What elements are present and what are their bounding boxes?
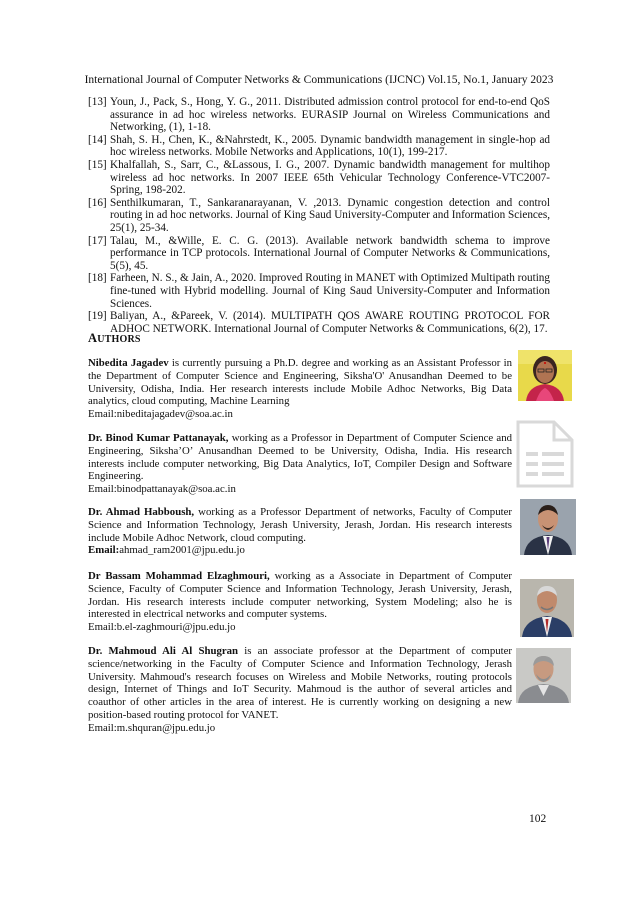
- author-description: is currently pursuing a Ph.D. degree and working as an Assistant Professor in the Department of Computer Science and Engineering, Siksha'O' Anusandhan Deemed to be University, Odisha, India. Her research interests include Mobile Adhoc Networks, Big Data analytics, cloud computing, Machine Learning: [88, 357, 512, 408]
- author-email-label: Email:: [88, 544, 120, 557]
- author-name: Dr. Mahmoud Ali Al Shugran: [88, 645, 239, 657]
- author-description: working as a Professor Department of networks, Faculty of Computer Science and Information Technology, Jerash University, Jerash, Jordan. His research interests include Mobile Adhoc Network, cloud computing.: [88, 506, 512, 544]
- reference-text: Shah, S. H., Chen, K., &Nahrstedt, K., 2005. Dynamic bandwidth management in single-hop ad hoc wireless networks. Mobile Networks and Applications, 10(1), 199-217.: [110, 133, 550, 159]
- reference-text: Talau, M., &Wille, E. C. G. (2013). Available network bandwidth schema to improve performance in TCP protocols. International Journal of Computer Networks & Communications, 5(5), 45.: [110, 234, 550, 272]
- author-photo-shugran: [516, 648, 571, 703]
- reference-text: Baliyan, A., &Pareek, V. (2014). MULTIPATH QOS AWARE ROUTING PROTOCOL FOR ADHOC NETWORK. International Journal of Computer Networks & Communications, 6(2), 17.: [110, 310, 550, 335]
- author-bio-shugran: [88, 645, 512, 735]
- reference-number: [18]: [88, 272, 107, 285]
- author-email: Email:m.shquran@jpu.edu.jo: [88, 721, 216, 734]
- reference-number: [13]: [88, 96, 107, 108]
- journal-header: International Journal of Computer Networks & Communications (IJCNC) Vol.15, No.1, January 2023: [84, 74, 554, 86]
- author-description: working as a Professor in Department of Computer Science and Engineering, Siksha’O’ Anusandhan Deemed to be University, Odisha, India. His research interests include computer networking, Big Data Analytics, IoT, Compiler Design and Software Engineering.: [88, 432, 512, 483]
- reference-text: Youn, J., Pack, S., Hong, Y. G., 2011. Distributed admission control protocol for end-to-end QoS assurance in ad hoc wireless networks. EURASIP Journal on Wireless Communications and Networking, (1), 1-18.: [110, 96, 550, 134]
- author-bio-text: [88, 506, 512, 544]
- reference-list: [88, 96, 550, 335]
- image-placeholder-icon: [514, 420, 576, 488]
- author-photo-elzaghmouri: [520, 579, 574, 637]
- author-email: [88, 544, 512, 557]
- reference-item: [88, 159, 550, 197]
- reference-number: [19]: [88, 310, 107, 323]
- reference-item: [88, 235, 550, 273]
- author-bio-habboush: [88, 506, 512, 557]
- author-name: Dr. Binod Kumar Pattanayak,: [88, 432, 229, 444]
- author-bio-text: [88, 357, 512, 408]
- author-bio-text: [88, 432, 512, 483]
- reference-item: [88, 134, 550, 159]
- author-description: is an associate professor at the Department of computer science/networking in the Faculty of Computer Science and Information Technology, Jerash University. Mahmoud's research focuses on Wireless and Mobile Networks, routing protocols design, Internet of Things and IoT Security. Mahmoud is the author of several articles and coauthor of other articles in the area of interest. He is currently working on designing a new position-based routing protocol for VANET.: [88, 645, 512, 721]
- author-bio-text: [88, 570, 512, 621]
- reference-number: [17]: [88, 234, 107, 247]
- author-photo-jagadev: [518, 350, 572, 401]
- authors-heading-initial: A: [88, 331, 98, 345]
- author-bio-elzaghmouri: [88, 570, 512, 634]
- author-bio-jagadev: [88, 357, 512, 421]
- reference-item: [88, 96, 550, 134]
- reference-number: [14]: [88, 133, 107, 146]
- author-description: working as a Associate in Department of Computer Science, Faculty of Computer Science and Information Technology, Jerash University, Jerash, Jordan. His research interests include computer networking, System Modeling; also he is interested in electrical networks and computer systems.: [88, 570, 512, 621]
- author-email-value: ahmad_ram2001@jpu.edu.jo: [119, 544, 245, 557]
- author-name: Dr. Ahmad Habboush,: [88, 506, 195, 518]
- reference-number: [16]: [88, 196, 107, 209]
- reference-text: Farheen, N. S., & Jain, A., 2020. Improved Routing in MANET with Optimized Multipath routing fine-tuned with Hybrid modelling. Journal of King Saud University-Computer and Information Sciences.: [110, 272, 550, 310]
- author-email: Email:binodpattanayak@soa.ac.in: [88, 483, 236, 496]
- author-email: Email:nibeditajagadev@soa.ac.in: [88, 408, 233, 421]
- author-email: Email:b.el-zaghmouri@jpu.edu.jo: [88, 621, 236, 634]
- author-bio-pattanayak: [88, 432, 512, 496]
- reference-number: [15]: [88, 158, 107, 171]
- reference-item: [88, 310, 550, 335]
- reference-text: Senthilkumaran, T., Sankaranarayanan, V. ,2013. Dynamic congestion detection and control routing in ad hoc networks. Journal of King Saud University-Computer and Information Sciences, 25(1), 25-34.: [110, 196, 550, 234]
- authors-heading-rest: UTHORS: [97, 334, 141, 345]
- reference-item: [88, 272, 550, 310]
- author-photo-habboush: [520, 499, 576, 555]
- authors-heading: [88, 331, 141, 346]
- author-bio-text: [88, 645, 512, 722]
- reference-text: Khalfallah, S., Sarr, C., &Lassous, I. G., 2007. Dynamic bandwidth management for multihop wireless ad hoc networks. In 2007 IEEE 65th Vehicular Technology Conference-VTC2007-Spring, 198-202.: [110, 158, 550, 197]
- page-number: 102: [529, 813, 547, 825]
- author-name: Nibedita Jagadev: [88, 357, 169, 369]
- reference-item: [88, 197, 550, 235]
- author-name: Dr Bassam Mohammad Elzaghmouri,: [88, 570, 270, 582]
